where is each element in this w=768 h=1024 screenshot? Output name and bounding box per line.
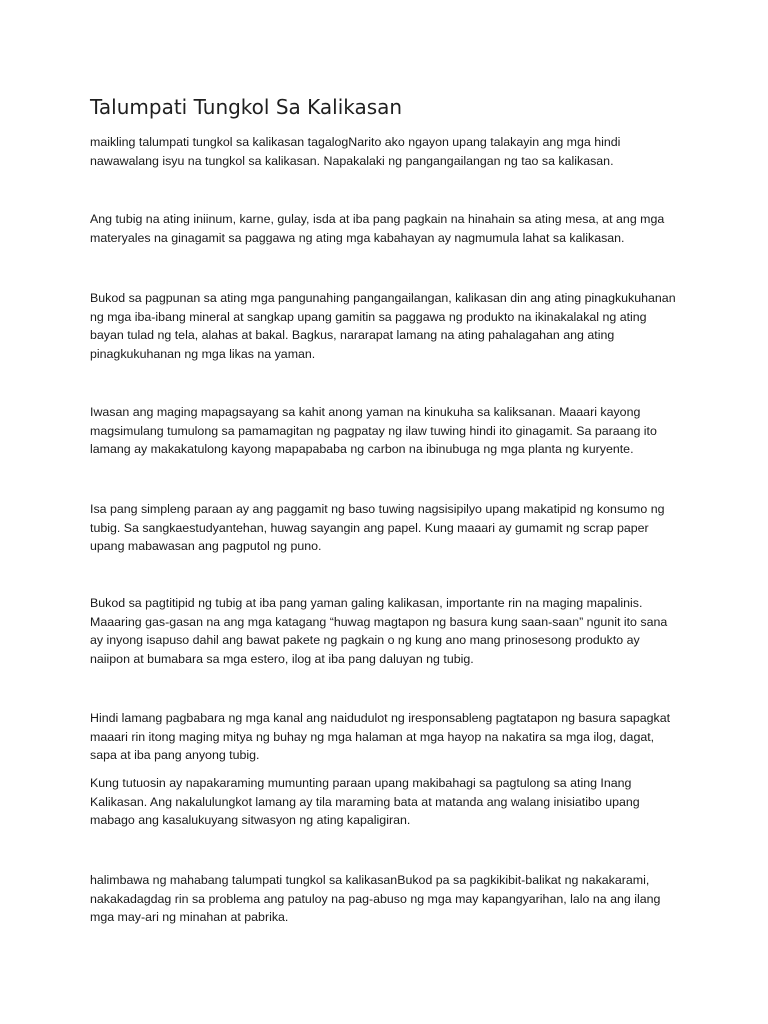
paragraph-line: Bukod sa pagtitipid ng tubig at iba pang yaman galing kalikasan, importante rin na maging mapalinis.: [90, 596, 643, 610]
paragraph-long-speech-example: [90, 871, 702, 927]
paragraph-line: nawawalang isyu na tungkol sa kalikasan. Napakalaki ng pangangailangan ng tao sa kalikasan.: [90, 153, 614, 168]
paragraph-cleanliness: [90, 594, 702, 668]
paragraph-line: Hindi lamang pagbabara ng mga kanal ang naidudulot ng iresponsableng pagtatapon ng basura sapagkat: [90, 711, 671, 725]
paragraph-line: Iwasan ang maging mapagsayang sa kahit anong yaman na kinukuha sa kaliksanan. Maaari kayong: [90, 405, 641, 419]
paragraph-line: materyales na ginagamit sa paggawa ng ating mga kabahayan ay nagmumula lahat sa kalikasan.: [90, 230, 625, 245]
paragraph-line: mga may-ari ng minahan at pabrika.: [90, 910, 289, 924]
paragraph-line: maikling talumpati tungkol sa kalikasan tagalogNarito ako ngayon upang talakayin ang mga hindi: [90, 135, 621, 149]
paragraph-line: bayan tulad ng tela, alahas at bakal. Bagkus, nararapat lamang na ating pahalagahan ang ating: [90, 328, 615, 342]
paragraph-line: Kung tutuosin ay napakaraming mumunting paraan upang makibahagi sa pagtulong sa ating Inang: [90, 776, 632, 790]
paragraph-line: Ang tubig na ating iniinum, karne, gulay, isda at iba pang pagkain na hinahain sa ating mesa, at ang mga: [90, 212, 665, 226]
paragraph-line: magsimulang tumulong sa pamamagitan ng pagpatay ng ilaw tuwing hindi ito ginagamit. Sa paraang ito: [90, 423, 657, 438]
paragraph-avoid-waste: [90, 403, 702, 459]
paragraph-drainage: [90, 709, 702, 765]
paragraph-line: halimbawa ng mahabang talumpati tungkol sa kalikasanBukod pa sa pagkikibit-balikat ng nakakarami,: [90, 873, 650, 887]
paragraph-line: mabago ang kasalukuyang sitwasyon ng ating kapaligiran.: [90, 813, 411, 827]
paragraph-intro: [90, 133, 702, 170]
paragraph-line: lamang ay makakatulong kayong mapapababa ng carbon na ibinubuga ng mga planta ng kuryente.: [90, 442, 634, 456]
paragraph-line: Kalikasan. Ang nakalulungkot lamang ay tila maraming bata at matanda ang walang inisiatibo upang: [90, 794, 640, 809]
paragraph-line: Bukod sa pagpunan sa ating mga pangunahing pangangailangan, kalikasan din ang ating pinagkukuhanan: [90, 291, 676, 305]
paragraph-line: maaari rin itong maging mitya ng buhay ng mga halaman at mga hayop na nakatira sa mga ilog, dagat,: [90, 729, 655, 744]
paragraph-line: ay inyong isapuso dahil ang bawat pakete ng pagkain o ng kung ano mang prinosesong produkto ay: [90, 633, 640, 647]
paragraph-line: Isa pang simpleng paraan ay ang paggamit ng baso tuwing nagsisipilyo upang makatipid ng konsumo ng: [90, 502, 665, 516]
paragraph-line: ng mga iba-ibang mineral at sangkap upang gamitin sa paggawa ng produkto na ikinakalakal ng ating: [90, 309, 647, 324]
paragraph-line: pinagkukuhanan ng mga likas na yaman.: [90, 346, 316, 361]
paragraph-food-materials: [90, 210, 702, 247]
paragraph-small-ways: [90, 774, 702, 830]
paragraph-line: upang mabawasan ang pagputol ng puno.: [90, 539, 322, 553]
paragraph-minerals: [90, 289, 702, 363]
paragraph-line: tubig. Sa sangkaestudyantehan, huwag sayangin ang papel. Kung maaari ay gumamit ng scrap paper: [90, 520, 649, 535]
paragraph-line: Maaaring gas-gasan na ang mga katagang “huwag magtapon ng basura kung saan-saan” ngunit ito sana: [90, 614, 668, 629]
paragraph-line: nakakadagdag rin sa problema ang patuloy na pag-abuso ng mga may kapangyarihan, lalo na ang ilang: [90, 891, 661, 906]
paragraph-simple-ways: [90, 500, 702, 556]
document-title: Talumpati Tungkol Sa Kalikasan: [90, 95, 403, 119]
paragraph-line: sapa at iba pang anyong tubig.: [90, 748, 260, 762]
paragraph-line: naiipon at bumabara sa mga estero, ilog at iba pang daluyan ng tubig.: [90, 651, 474, 666]
